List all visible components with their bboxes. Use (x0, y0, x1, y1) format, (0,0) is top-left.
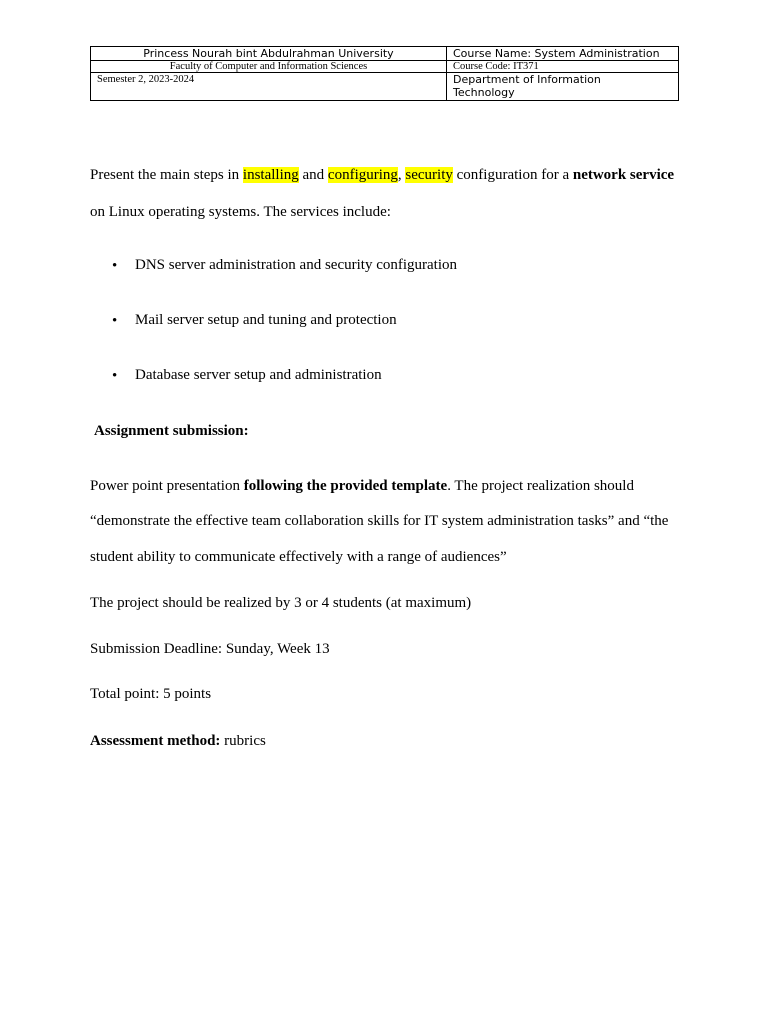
university-name: Princess Nourah bint Abdulrahman University (91, 47, 447, 61)
intro-line-2: on Linux operating systems. The services include: (90, 204, 391, 220)
submission-line-2: “demonstrate the effective team collaboration skills for IT system administration tasks” and “the (90, 513, 669, 529)
department-line-1: Department of Information (453, 73, 601, 86)
highlight-configuring: configuring (327, 167, 398, 183)
submission-heading: Assignment submission: (94, 423, 249, 439)
submission-text: . The project realization should (447, 478, 634, 494)
bullet-glyph: • (112, 313, 118, 329)
total-points: Total point: 5 points (90, 686, 212, 702)
deadline: Submission Deadline: Sunday, Week 13 (90, 641, 330, 657)
bullet-glyph: • (112, 258, 118, 274)
intro-text: and (298, 167, 328, 183)
course-code: Course Code: IT371 (447, 61, 679, 73)
intro-text: Present the main steps in (90, 167, 243, 183)
intro-text: , (397, 167, 406, 183)
assessment-value: rubrics (220, 733, 266, 749)
group-size: The project should be realized by 3 or 4 students (at maximum) (90, 595, 472, 611)
bullet-glyph: • (112, 368, 118, 384)
course-name: Course Name: System Administration (447, 47, 679, 61)
service-item-database: Database server setup and administration (135, 367, 382, 383)
assessment-label: Assessment method: (90, 733, 221, 749)
department (447, 73, 679, 101)
assessment-method (90, 732, 690, 750)
network-service-bold: network service (572, 167, 675, 183)
submission-line-3: student ability to communicate effectively with a range of audiences” (90, 549, 507, 565)
highlight-security: security (405, 167, 453, 183)
service-item-dns: DNS server administration and security configuration (135, 257, 458, 273)
template-bold: following the provided template (243, 478, 448, 494)
service-item-mail: Mail server setup and tuning and protection (135, 312, 397, 328)
semester: Semester 2, 2023-2024 (91, 73, 447, 101)
header-table (90, 46, 679, 101)
highlight-installing: installing (242, 167, 299, 183)
intro-paragraph (90, 166, 690, 184)
intro-text: configuration for a (452, 167, 573, 183)
submission-text: Power point presentation (90, 478, 244, 494)
submission-paragraph (90, 477, 690, 495)
faculty-name: Faculty of Computer and Information Sciences (91, 61, 447, 73)
department-line-2: Technology (453, 86, 515, 99)
